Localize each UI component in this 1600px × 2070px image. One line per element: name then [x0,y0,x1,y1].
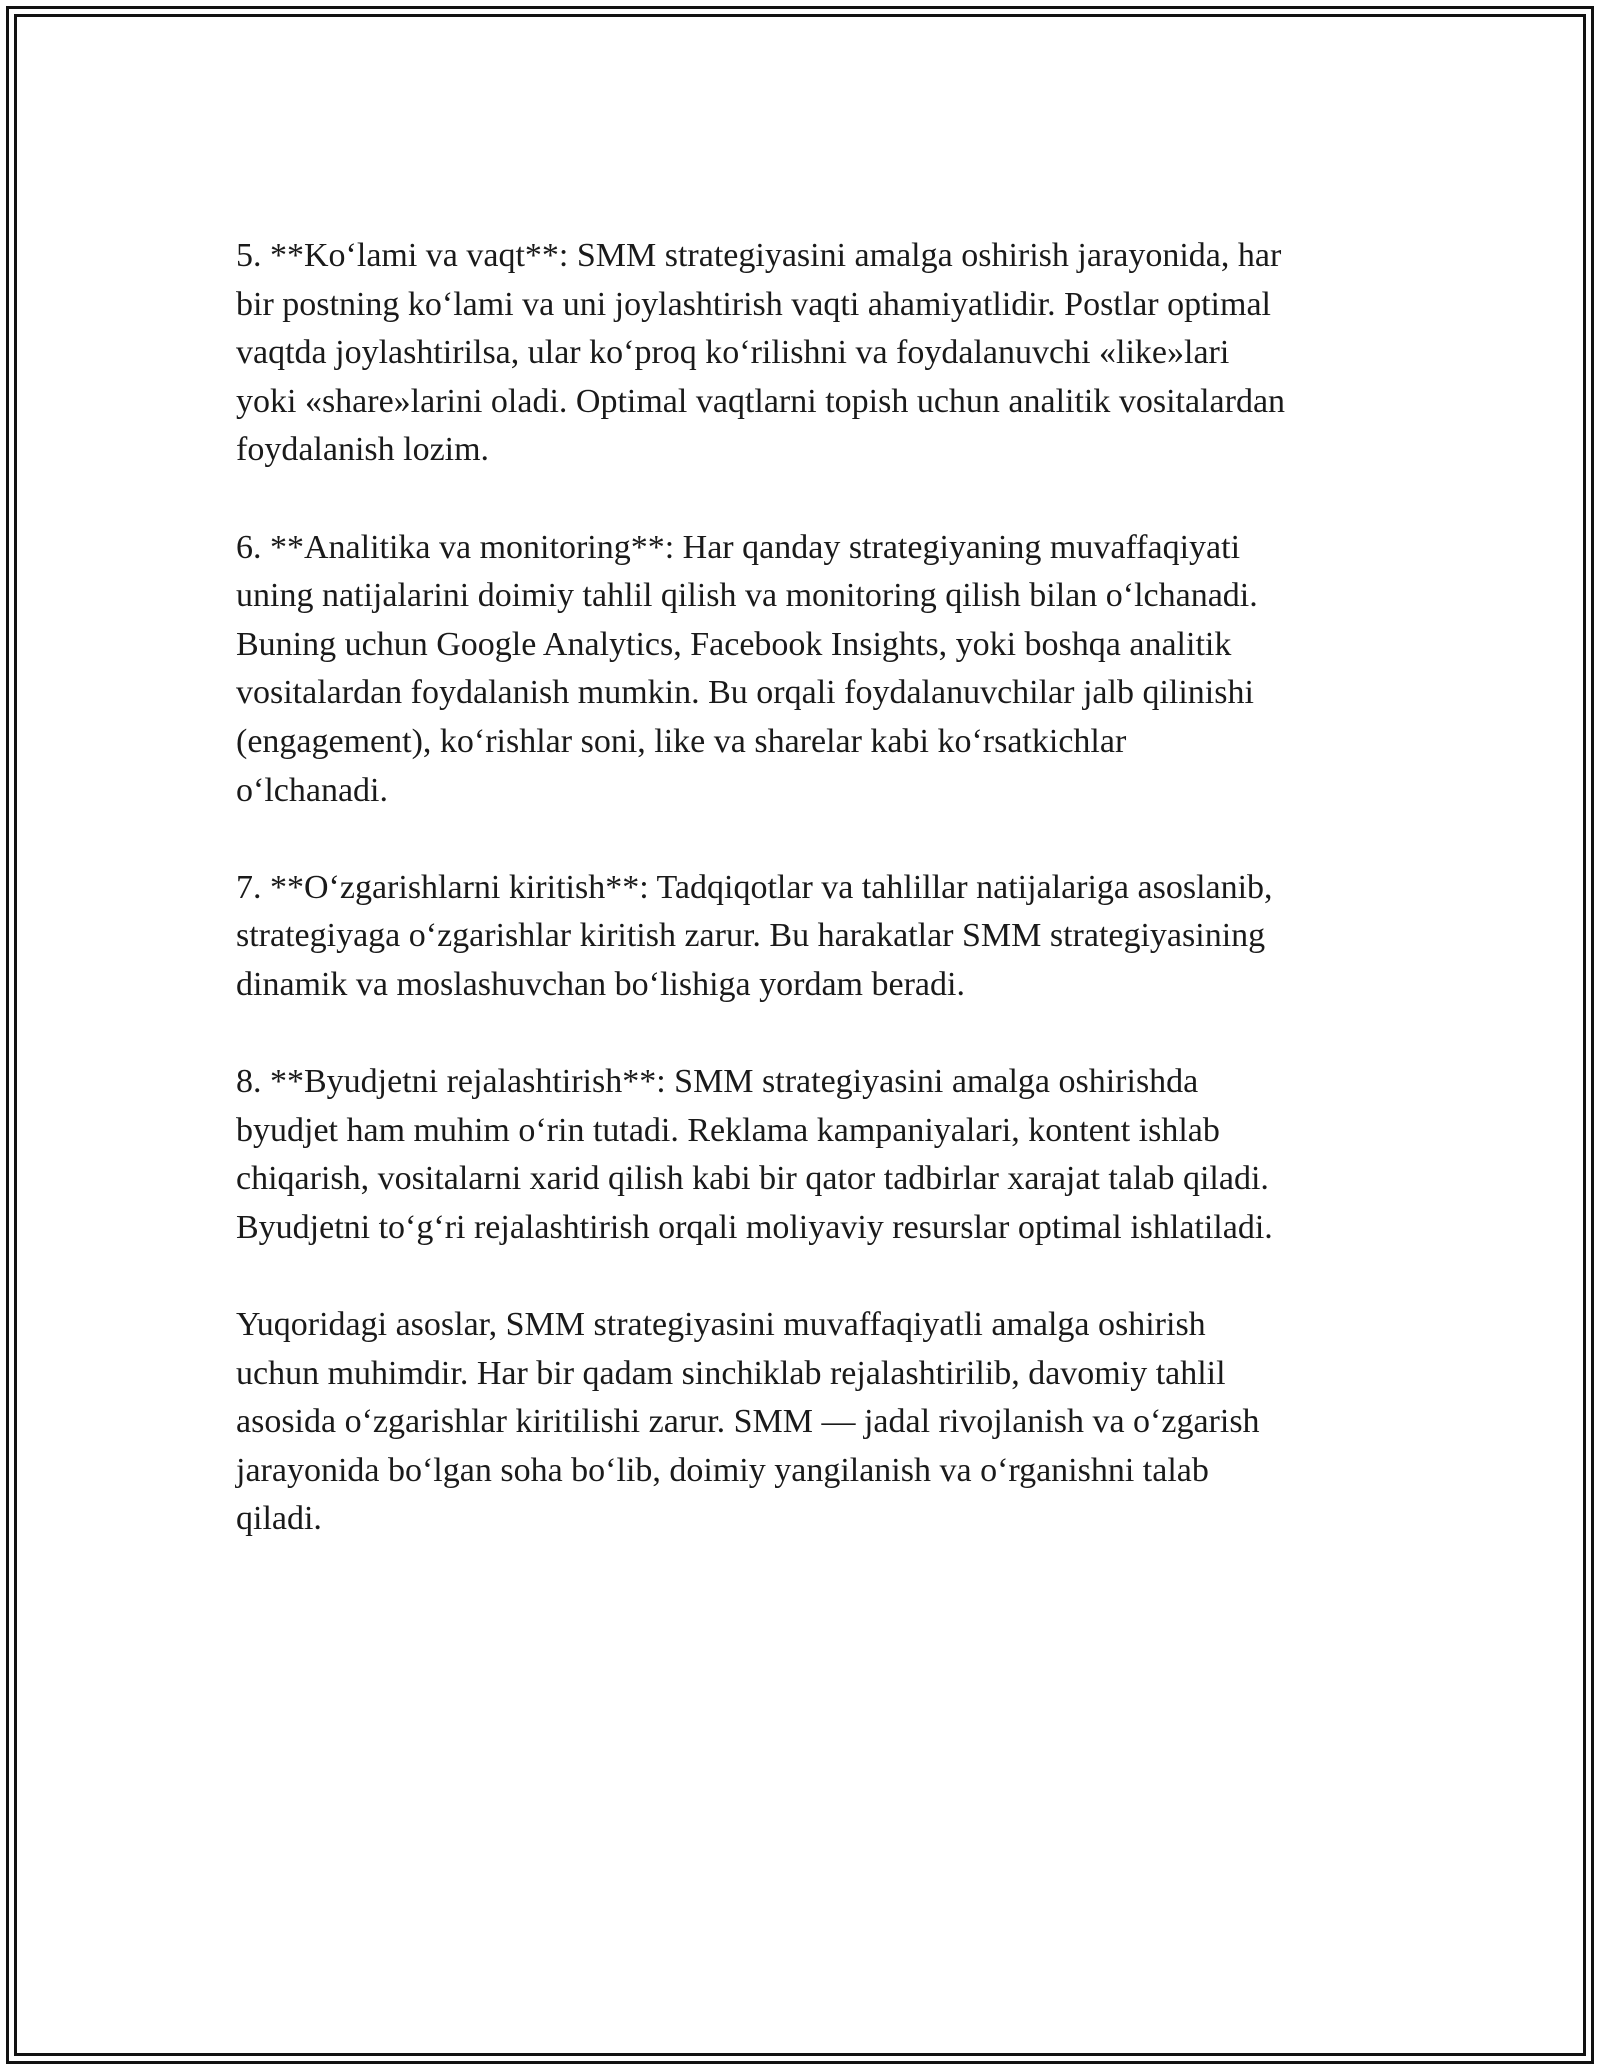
text-line: dinamik va moslashuvchan bo‘lishiga yordam beradi. [236,965,965,1003]
text-line: uning natijalarini doimiy tahlil qilish va monitoring qilish bilan o‘lchanadi. [236,577,1258,615]
text-line: Buning uchun Google Analytics, Facebook Insights, yoki boshqa analitik [236,625,1232,663]
text-line: Yuqoridagi asoslar, SMM strategiyasini muvaffaqiyatli amalga oshirish [236,1306,1206,1344]
text-line: 8. **Byudjetni rejalashtirish**: SMM strategiyasini amalga oshirishda [236,1063,1199,1101]
text-line: yoki «share»larini oladi. Optimal vaqtlarni topish uchun analitik vositalardan [236,382,1286,420]
paragraph-conclusion [236,1301,1386,1544]
text-line: bir postning ko‘lami va uni joylashtirish vaqti ahamiyatlidir. Postlar optimal [236,285,1271,323]
text-line: foydalanish lozim. [236,431,490,469]
paragraph-byudjetni-rejalashtirish [236,1058,1386,1252]
text-line: vaqtda joylashtirilsa, ular ko‘proq ko‘rilishni va foydalanuvchi «like»lari [236,334,1230,372]
text-line: Byudjetni to‘g‘ri rejalashtirish orqali moliyaviy resurslar optimal ishlatiladi. [236,1208,1273,1246]
text-line: 5. **Ko‘lami va vaqt**: SMM strategiyasini amalga oshirish jarayonida, har [236,237,1282,274]
text-line: 7. **O‘zgarishlarni kiritish**: Tadqiqotlar va tahlillar natijalariga asoslanib, [236,868,1273,906]
text-line: asosida o‘zgarishlar kiritilishi zarur. SMM — jadal rivojlanish va o‘zgarish [236,1403,1260,1441]
text-line: uchun muhimdir. Har bir qadam sinchiklab rejalashtirilib, davomiy tahlil [236,1354,1226,1392]
text-line: vositalardan foydalanish mumkin. Bu orqali foydalanuvchilar jalb qilinishi [236,674,1254,712]
text-line: o‘lchanadi. [236,771,388,809]
text-line: jarayonida bo‘lgan soha bo‘lib, doimiy yangilanish va o‘rganishni talab [236,1451,1209,1489]
text-line: byudjet ham muhim o‘rin tutadi. Reklama kampaniyalari, kontent ishlab [236,1111,1220,1149]
paragraph-kolami-va-vaqt [236,232,1386,475]
text-line: chiqarish, vositalarni xarid qilish kabi bir qator tadbirlar xarajat talab qiladi. [236,1160,1269,1198]
text-line: strategiyaga o‘zgarishlar kiritish zarur. Bu harakatlar SMM strategiyasining [236,917,1266,955]
text-line: 6. **Analitika va monitoring**: Har qanday strategiyaning muvaffaqiyati [236,528,1241,566]
document-body [236,232,1386,1593]
paragraph-ozgarishlarni-kiritish [236,864,1386,1010]
text-line: qiladi. [236,1500,322,1538]
paragraph-analitika-va-monitoring [236,524,1386,816]
text-line: (engagement), ko‘rishlar soni, like va sharelar kabi ko‘rsatkichlar [236,722,1127,760]
